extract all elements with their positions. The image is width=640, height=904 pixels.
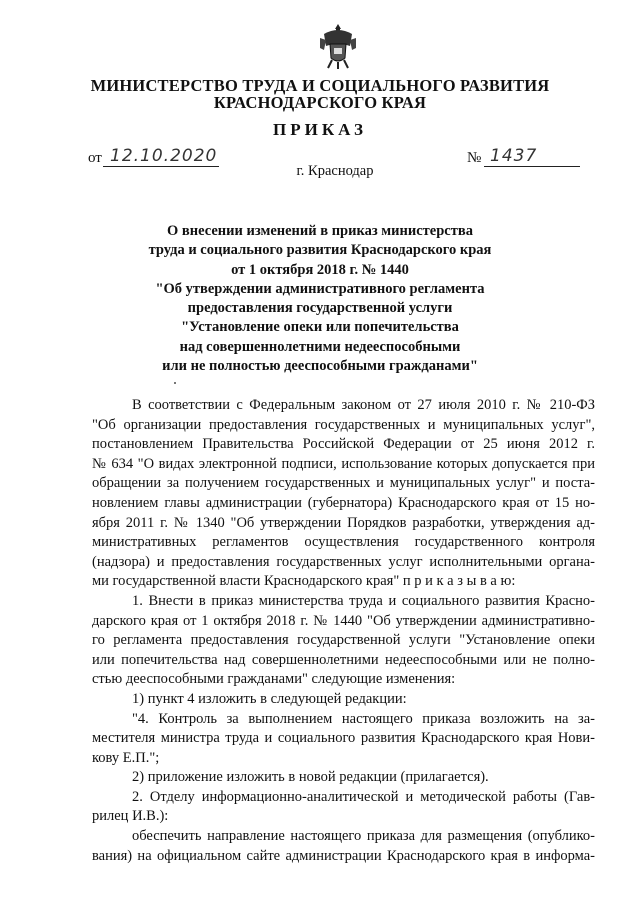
body-line: № 634 "О видах электронной подписи, использование которых допускается при: [92, 455, 595, 472]
document-title: ПРИКАЗ: [273, 120, 367, 139]
body-line: В соответствии с Федеральным законом от 27 июля 2010 г. № 210-ФЗ: [132, 397, 595, 413]
body-line: новлением главы администрации (губернатора) Краснодарского края от 15 но-: [92, 494, 595, 511]
body-line: 1. Внести в приказ министерства труда и социального развития Красно-: [132, 592, 595, 609]
body-line: вания) на официальном сайте администрации Краснодарского края в информа-: [92, 847, 595, 864]
date-label: от: [88, 150, 102, 166]
body-line: или попечительства над совершеннолетними недееспособными или не полно-: [92, 651, 595, 668]
body-line: 2. Отделу информационно-аналитической и методической работы (Гав-: [132, 788, 595, 805]
ministry-name-line2: КРАСНОДАРСКОГО КРАЯ: [213, 93, 427, 112]
order-body: [92, 396, 595, 866]
body-line: обеспечить направление настоящего приказа для размещения (опублико-: [132, 828, 595, 845]
subject-line: труда и социального развития Краснодарского края: [148, 242, 492, 259]
subject-line: "Установление опеки или попечительства: [181, 319, 459, 336]
body-line: постановлением Правительства Российской Федерации от 25 июня 2012 г.: [92, 436, 595, 453]
body-line: 1) пункт 4 изложить в следующей редакции:: [132, 690, 407, 707]
subject-line: от 1 октября 2018 г. № 1440: [231, 261, 409, 278]
body-line: кову Е.П.";: [92, 749, 160, 766]
body-line: "4. Контроль за выполнением настоящего приказа возложить на за-: [132, 710, 595, 727]
body-line: обращении за получением государственных и муниципальных услуг" и поста-: [92, 475, 595, 492]
subject-line: "Об утверждении административного регламента: [155, 280, 485, 297]
body-line: (надзора) и предоставления государственных услуг исполнительными органа-: [92, 553, 595, 570]
subject-line: О внесении изменений в приказ министерства: [167, 223, 473, 239]
order-subject: [0, 222, 640, 376]
body-line: дарского края от 1 октября 2018 г. № 1440 "Об утверждении административно-: [92, 612, 595, 629]
subject-line: предоставления государственной услуги: [187, 300, 453, 317]
body-line: го регламента предоставления государственной услуги "Установление опеки: [92, 632, 595, 649]
order-date: 12.10.2020: [110, 146, 218, 166]
body-line: министративных регламентов осуществления государственного контроля: [92, 534, 595, 551]
body-line: 2) приложение изложить в новой редакции (прилагается).: [132, 769, 489, 786]
body-line: местителя министра труда и социального развития Краснодарского края Нови-: [92, 730, 595, 747]
coat-of-arms-emblem: [318, 20, 358, 70]
subject-line: над совершеннолетними недееспособными: [179, 338, 461, 355]
order-number: 1437: [490, 146, 538, 166]
city: г. Краснодар: [296, 163, 374, 179]
stray-mark: [174, 382, 176, 384]
number-label: №: [467, 150, 482, 166]
body-line: ября 2011 г. № 1340 "Об утверждении Порядков разработки, утверждения ад-: [92, 514, 595, 531]
body-line: рилец И.В.):: [92, 808, 169, 825]
subject-line: или не полностью дееспособными гражданами": [162, 358, 478, 375]
body-line: "Об организации предоставления государственных и муниципальных услуг",: [92, 416, 595, 433]
ministry-name-line1: МИНИСТЕРСТВО ТРУДА И СОЦИАЛЬНОГО РАЗВИТИЯ: [90, 76, 550, 95]
body-line: стью дееспособными гражданами" следующие изменения:: [92, 671, 456, 688]
body-line: ми государственной власти Краснодарского края" п р и к а з ы в а ю:: [92, 573, 516, 590]
